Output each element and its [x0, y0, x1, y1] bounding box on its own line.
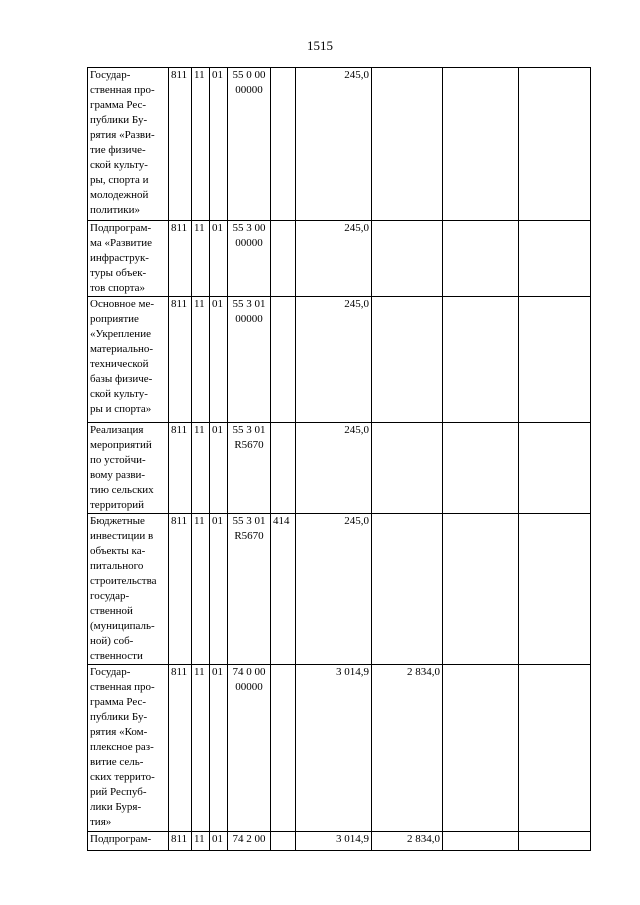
amount-cell-4 — [519, 423, 591, 514]
row-name-line: по устойчи- — [90, 454, 146, 466]
row-name-cell — [88, 68, 169, 221]
amount-cell-3 — [443, 68, 519, 221]
ved-code-cell: 811 — [169, 665, 192, 832]
amount-cell-3 — [443, 514, 519, 665]
budget-table — [87, 67, 591, 851]
row-name-line: грамма Рес- — [90, 99, 147, 111]
amount-cell-3 — [443, 832, 519, 851]
expense-type-cell: 414 — [271, 514, 296, 665]
ved-code-cell: 811 — [169, 221, 192, 297]
table-row — [88, 832, 591, 851]
row-name-line: ной) соб- — [90, 635, 134, 647]
subsection-code-cell: 01 — [210, 423, 228, 514]
amount-cell-1: 245,0 — [296, 68, 372, 221]
amount-cell-2: 2 834,0 — [372, 665, 443, 832]
row-name-line: лики Буря- — [90, 801, 142, 813]
target-article-cell — [228, 68, 271, 221]
amount-cell-3 — [443, 297, 519, 423]
amount-cell-2 — [372, 514, 443, 665]
ved-code-cell: 811 — [169, 297, 192, 423]
table-row — [88, 68, 591, 221]
section-code-cell: 11 — [192, 832, 210, 851]
amount-cell-4 — [519, 665, 591, 832]
amount-cell-4 — [519, 68, 591, 221]
row-name-line: ственная про- — [90, 681, 155, 693]
row-name-line: Реализация — [90, 424, 144, 436]
target-article-line: 00000 — [235, 681, 263, 693]
ved-code-cell: 811 — [169, 423, 192, 514]
target-article-line: R5670 — [234, 530, 264, 542]
row-name-line: ской культу- — [90, 388, 148, 400]
row-name-line: молодежной — [90, 189, 149, 201]
target-article-line: 00000 — [235, 237, 263, 249]
row-name-line: Государ- — [90, 666, 131, 678]
row-name-line: тие физиче- — [90, 144, 146, 156]
expense-type-cell — [271, 423, 296, 514]
row-name-cell — [88, 832, 169, 851]
row-name-cell — [88, 297, 169, 423]
target-article-cell — [228, 665, 271, 832]
target-article-line: 74 0 00 — [232, 666, 266, 678]
row-name-line: ственной — [90, 605, 133, 617]
row-name-line: тов спорта» — [90, 282, 146, 294]
section-code-cell: 11 — [192, 514, 210, 665]
section-code-cell: 11 — [192, 665, 210, 832]
amount-cell-3 — [443, 221, 519, 297]
row-name-line: государ- — [90, 590, 130, 602]
row-name-line: политики» — [90, 204, 141, 216]
row-name-line: Бюджетные — [90, 515, 145, 527]
expense-type-cell — [271, 297, 296, 423]
row-name-line: грамма Рес- — [90, 696, 147, 708]
amount-cell-4 — [519, 297, 591, 423]
amount-cell-1: 245,0 — [296, 297, 372, 423]
amount-cell-2 — [372, 297, 443, 423]
row-name-line: публики Бу- — [90, 711, 148, 723]
row-name-line: базы физиче- — [90, 373, 153, 385]
target-article-cell — [228, 423, 271, 514]
row-name-line: (муниципаль- — [90, 620, 155, 632]
amount-cell-1: 245,0 — [296, 423, 372, 514]
amount-cell-1: 245,0 — [296, 221, 372, 297]
amount-cell-2 — [372, 221, 443, 297]
row-name-line: рятия «Разви- — [90, 129, 155, 141]
row-name-line: тия» — [90, 816, 112, 828]
amount-cell-2 — [372, 68, 443, 221]
row-name-line: ской культу- — [90, 159, 148, 171]
target-article-line: R5670 — [234, 439, 264, 451]
row-name-line: территорий — [90, 499, 145, 511]
table-row — [88, 665, 591, 832]
row-name-line: рятия «Ком- — [90, 726, 148, 738]
amount-cell-4 — [519, 514, 591, 665]
target-article-cell — [228, 514, 271, 665]
row-name-line: Государ- — [90, 69, 131, 81]
section-code-cell: 11 — [192, 423, 210, 514]
row-name-line: роприятие — [90, 313, 139, 325]
target-article-cell — [228, 221, 271, 297]
expense-type-cell — [271, 68, 296, 221]
subsection-code-cell: 01 — [210, 68, 228, 221]
target-article-line: 55 3 01 — [232, 298, 266, 310]
row-name-line: витие сель- — [90, 756, 144, 768]
amount-cell-3 — [443, 665, 519, 832]
row-name-line: инфраструк- — [90, 252, 149, 264]
expense-type-cell — [271, 221, 296, 297]
table-row — [88, 423, 591, 514]
row-name-line: ственности — [90, 650, 143, 662]
row-name-line: материально- — [90, 343, 154, 355]
amount-cell-3 — [443, 423, 519, 514]
subsection-code-cell: 01 — [210, 665, 228, 832]
subsection-code-cell: 01 — [210, 221, 228, 297]
row-name-line: объекты ка- — [90, 545, 146, 557]
row-name-line: публики Бу- — [90, 114, 148, 126]
row-name-line: строительства — [90, 575, 157, 587]
target-article-line: 55 3 01 — [232, 515, 266, 527]
row-name-line: рий Респуб- — [90, 786, 147, 798]
row-name-line: ры, спорта и — [90, 174, 149, 186]
row-name-cell — [88, 514, 169, 665]
section-code-cell: 11 — [192, 297, 210, 423]
row-name-cell — [88, 665, 169, 832]
table-row — [88, 514, 591, 665]
target-article-cell — [228, 832, 271, 851]
target-article-cell — [228, 297, 271, 423]
expense-type-cell — [271, 665, 296, 832]
amount-cell-4 — [519, 221, 591, 297]
amount-cell-2: 2 834,0 — [372, 832, 443, 851]
amount-cell-1: 3 014,9 — [296, 832, 372, 851]
row-name-cell — [88, 423, 169, 514]
target-article-line: 00000 — [235, 84, 263, 96]
row-name-line: Подпрограм- — [90, 222, 152, 234]
row-name-line: технической — [90, 358, 149, 370]
row-name-line: питального — [90, 560, 144, 572]
row-name-line: плексное раз- — [90, 741, 154, 753]
row-name-line: мероприятий — [90, 439, 152, 451]
ved-code-cell: 811 — [169, 68, 192, 221]
row-name-line: инвестиции в — [90, 530, 154, 542]
amount-cell-2 — [372, 423, 443, 514]
row-name-line: Основное ме- — [90, 298, 155, 310]
subsection-code-cell: 01 — [210, 514, 228, 665]
row-name-line: вому разви- — [90, 469, 146, 481]
section-code-cell: 11 — [192, 68, 210, 221]
target-article-line: 00000 — [235, 313, 263, 325]
expense-type-cell — [271, 832, 296, 851]
ved-code-cell: 811 — [169, 514, 192, 665]
target-article-line: 55 3 00 — [232, 222, 266, 234]
amount-cell-1: 3 014,9 — [296, 665, 372, 832]
subsection-code-cell: 01 — [210, 297, 228, 423]
row-name-line: ских террито- — [90, 771, 155, 783]
row-name-line: ма «Развитие — [90, 237, 153, 249]
page-number: 1515 — [307, 38, 333, 53]
amount-cell-1: 245,0 — [296, 514, 372, 665]
row-name-cell — [88, 221, 169, 297]
table-row — [88, 221, 591, 297]
ved-code-cell: 811 — [169, 832, 192, 851]
table-row — [88, 297, 591, 423]
budget-table-body — [88, 68, 591, 851]
subsection-code-cell: 01 — [210, 832, 228, 851]
target-article-line: 74 2 00 — [232, 833, 266, 845]
row-name-line: «Укрепление — [90, 328, 151, 340]
row-name-line: Подпрограм- — [90, 833, 152, 845]
row-name-line: ры и спорта» — [90, 403, 152, 415]
target-article-line: 55 3 01 — [232, 424, 266, 436]
section-code-cell: 11 — [192, 221, 210, 297]
row-name-line: туры объек- — [90, 267, 147, 279]
amount-cell-4 — [519, 832, 591, 851]
target-article-line: 55 0 00 — [232, 69, 266, 81]
row-name-line: тию сельских — [90, 484, 154, 496]
row-name-line: ственная про- — [90, 84, 155, 96]
